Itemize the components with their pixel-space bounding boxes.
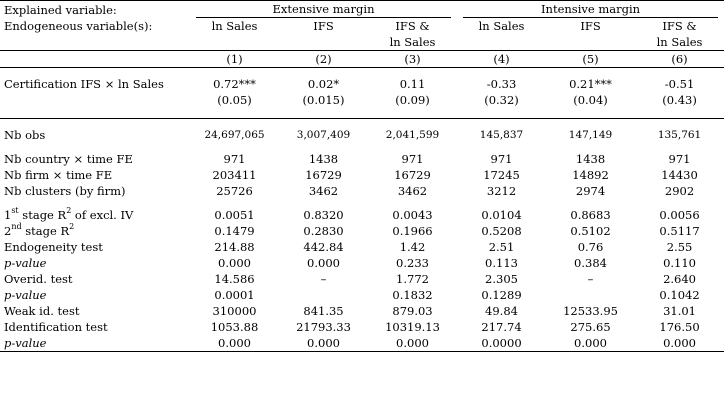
label-sup: 2 — [69, 222, 75, 232]
fe-value: 971 — [490, 152, 513, 166]
test-statistic-value: 2.55 — [666, 240, 693, 254]
test-statistic-label-text: p-value — [4, 256, 47, 270]
test-statistic-label: Endogeneity test — [4, 240, 103, 254]
col-title-5: IFS — [580, 19, 601, 33]
explained-variable-label: Explained variable: — [4, 2, 117, 17]
test-statistic-label: Overid. test — [4, 272, 73, 286]
fe-row — [0, 151, 724, 167]
test-statistic-value: 1.772 — [396, 272, 429, 286]
fe-value: 16729 — [305, 168, 342, 182]
col-title-1-line2 — [190, 34, 279, 51]
nobs-2: 3,007,409 — [296, 129, 351, 141]
col-title-3: IFS & — [395, 19, 430, 33]
r2-second-value: 0.2830 — [303, 224, 344, 238]
estimate-6: -0.51 — [664, 77, 695, 91]
test-statistic-value: 0.1289 — [481, 288, 522, 302]
test-statistic-value: 217.74 — [481, 320, 522, 334]
r2-second-value: 0.1479 — [214, 224, 255, 238]
test-statistic-value: 275.65 — [570, 320, 611, 334]
test-statistic-row — [0, 255, 724, 271]
test-statistic-label: Weak id. test — [4, 304, 80, 318]
fe-value: 971 — [401, 152, 424, 166]
std-error-6: (0.43) — [662, 93, 697, 107]
header-row-explained — [0, 1, 724, 19]
fe-value: 971 — [668, 152, 691, 166]
estimate-4: -0.33 — [486, 77, 517, 91]
test-statistic-value: 0.000 — [663, 336, 696, 350]
fe-value: 1438 — [308, 152, 339, 166]
r2-second-value: 0.5117 — [659, 224, 700, 238]
test-statistic-value: 0.110 — [663, 256, 696, 270]
test-statistic-value: 31.01 — [663, 304, 696, 318]
test-statistic-value: 879.03 — [392, 304, 433, 318]
test-statistic-value: 0.0001 — [214, 288, 255, 302]
fe-label: Nb firm × time FE — [4, 168, 113, 182]
coefficient-label: Certification IFS × ln Sales — [4, 77, 164, 91]
col-title-4: ln Sales — [478, 19, 525, 33]
spacer-row — [0, 108, 724, 119]
coefficient-row — [0, 76, 724, 92]
intensive-margin-header-cell — [457, 1, 724, 19]
r2-first-value: 0.0056 — [659, 208, 700, 222]
test-statistic-value: 0.76 — [577, 240, 604, 254]
test-statistic-value: 0.0000 — [481, 336, 522, 350]
fe-row — [0, 167, 724, 183]
fe-value: 14430 — [661, 168, 698, 182]
col-title-2-line2 — [279, 34, 368, 51]
col-title-1: ln Sales — [211, 19, 258, 33]
std-error-3: (0.09) — [395, 93, 430, 107]
label-sup: nd — [11, 222, 22, 232]
fe-value: 14892 — [572, 168, 609, 182]
r2-second-value: 0.5208 — [481, 224, 522, 238]
test-statistic-label — [0, 255, 190, 271]
r2-second-value: 0.1966 — [392, 224, 433, 238]
col-title-5-line2 — [546, 34, 635, 51]
test-statistic-row — [0, 319, 724, 335]
test-statistic-value: 2.640 — [663, 272, 696, 286]
label-part: stage R — [18, 208, 67, 222]
label-part: stage R — [21, 224, 70, 238]
col-title-6: IFS & — [662, 19, 697, 33]
test-statistic-value: 442.84 — [303, 240, 344, 254]
test-statistic-row — [0, 239, 724, 255]
estimate-5: 0.21*** — [569, 77, 612, 91]
test-statistic-value: 49.84 — [485, 304, 518, 318]
test-statistic-value: 1053.88 — [210, 320, 259, 334]
col-number-4: (4) — [493, 52, 510, 66]
std-error-5: (0.04) — [573, 93, 608, 107]
col-number-1: (1) — [226, 52, 243, 66]
fe-value: 971 — [223, 152, 246, 166]
nobs-5: 147,149 — [568, 129, 613, 141]
test-statistic-value: 0.384 — [574, 256, 607, 270]
test-statistic-value — [279, 287, 368, 303]
test-statistic-value: 310000 — [212, 304, 257, 318]
nobs-6: 135,761 — [657, 129, 702, 141]
test-statistic-row — [0, 287, 724, 303]
fe-value: 16729 — [394, 168, 431, 182]
spacer-row — [0, 143, 724, 151]
test-statistic-label: Identification test — [4, 320, 108, 334]
intensive-margin-header: Intensive margin — [463, 1, 718, 18]
test-statistic-value — [546, 287, 635, 303]
fe-value: 17245 — [483, 168, 520, 182]
r2-second-value: 0.5102 — [570, 224, 611, 238]
r2-second-stage-row — [0, 223, 724, 239]
label-part: 1 — [4, 208, 12, 222]
std-error-1: (0.05) — [217, 93, 252, 107]
nobs-row — [0, 127, 724, 143]
fe-value: 3462 — [397, 184, 428, 198]
fe-value: 3462 — [308, 184, 339, 198]
spacer-row — [0, 68, 724, 77]
col-number-5: (5) — [582, 52, 599, 66]
test-statistic-row — [0, 335, 724, 352]
col-title-2: IFS — [313, 19, 334, 33]
test-statistic-value: 0.1042 — [659, 288, 700, 302]
test-statistic-value: 21793.33 — [296, 320, 351, 334]
test-statistic-value: 0.000 — [218, 336, 251, 350]
test-statistic-value: 0.000 — [307, 336, 340, 350]
test-statistic-value: 0.1832 — [392, 288, 433, 302]
estimate-1: 0.72*** — [213, 77, 256, 91]
r2-first-value: 0.8683 — [570, 208, 611, 222]
fe-value: 1438 — [575, 152, 606, 166]
label-sup: st — [11, 206, 19, 216]
test-statistic-value: 0.233 — [396, 256, 429, 270]
test-statistic-value: 1.42 — [399, 240, 426, 254]
fe-label: Nb country × time FE — [4, 152, 133, 166]
r2-first-value: 0.0051 — [214, 208, 255, 222]
test-statistic-label — [0, 335, 190, 352]
fe-label: Nb clusters (by firm) — [4, 184, 126, 198]
fe-value: 3212 — [486, 184, 517, 198]
test-statistic-label-text: p-value — [4, 336, 47, 350]
spacer-row — [0, 199, 724, 207]
col-title-6-line2: ln Sales — [656, 35, 703, 49]
extensive-margin-header: Extensive margin — [196, 1, 451, 18]
r2-first-value: 0.8320 — [303, 208, 344, 222]
fe-value: 203411 — [212, 168, 257, 182]
estimate-3: 0.11 — [399, 77, 426, 91]
r2-first-stage-label — [0, 207, 190, 223]
std-error-4: (0.32) — [484, 93, 519, 107]
col-title-3-line2: ln Sales — [389, 35, 436, 49]
test-statistic-value: 12533.95 — [563, 304, 618, 318]
blank-cell — [0, 92, 190, 108]
fe-row — [0, 183, 724, 199]
col-number-6: (6) — [671, 52, 688, 66]
nobs-1: 24,697,065 — [204, 129, 265, 141]
spacer-row — [0, 119, 724, 128]
column-numbers-row — [0, 51, 724, 68]
blank-cell — [0, 51, 190, 68]
test-statistic-value: 2.51 — [488, 240, 515, 254]
nobs-3: 2,041,599 — [385, 129, 440, 141]
endogenous-variable-label: Endogeneous variable(s): — [4, 19, 153, 33]
test-statistic-value: 176.50 — [659, 320, 700, 334]
test-statistic-value: 0.000 — [396, 336, 429, 350]
nobs-label: Nb obs — [4, 128, 46, 142]
test-statistic-value: 0.000 — [218, 256, 251, 270]
test-statistic-row — [0, 303, 724, 319]
col-title-4-line2 — [457, 34, 546, 51]
test-statistic-value: 0.113 — [485, 256, 518, 270]
r2-first-value: 0.0043 — [392, 208, 433, 222]
r2-first-value: 0.0104 — [481, 208, 522, 222]
fe-value: 25726 — [216, 184, 253, 198]
extensive-margin-header-cell — [190, 1, 457, 19]
r2-first-stage-row — [0, 207, 724, 223]
header-row-endogenous-line2 — [0, 34, 724, 51]
r2-second-stage-label — [0, 223, 190, 239]
blank-cell — [0, 34, 190, 51]
label-part: of excl. IV — [71, 208, 134, 222]
fe-value: 2974 — [575, 184, 606, 198]
label-sup: 2 — [66, 206, 72, 216]
fe-value: 2902 — [664, 184, 695, 198]
test-statistics-body — [0, 239, 724, 352]
std-error-row — [0, 92, 724, 108]
test-statistic-value: 0.000 — [574, 336, 607, 350]
test-statistic-value: – — [320, 272, 327, 286]
test-statistic-value: 841.35 — [303, 304, 344, 318]
estimate-2: 0.02* — [307, 77, 340, 91]
header-row-endogenous — [0, 18, 724, 34]
test-statistic-value: – — [587, 272, 594, 286]
label-part: 2 — [4, 224, 12, 238]
col-number-2: (2) — [315, 52, 332, 66]
test-statistic-label-text: p-value — [4, 288, 47, 302]
test-statistic-value: 214.88 — [214, 240, 255, 254]
std-error-2: (0.015) — [302, 93, 345, 107]
test-statistic-value: 2.305 — [485, 272, 518, 286]
nobs-4: 145,837 — [479, 129, 524, 141]
test-statistic-label — [0, 287, 190, 303]
test-statistic-value: 14.586 — [214, 272, 255, 286]
col-number-3: (3) — [404, 52, 421, 66]
test-statistic-value: 10319.13 — [385, 320, 440, 334]
test-statistic-value: 0.000 — [307, 256, 340, 270]
test-statistic-row — [0, 271, 724, 287]
